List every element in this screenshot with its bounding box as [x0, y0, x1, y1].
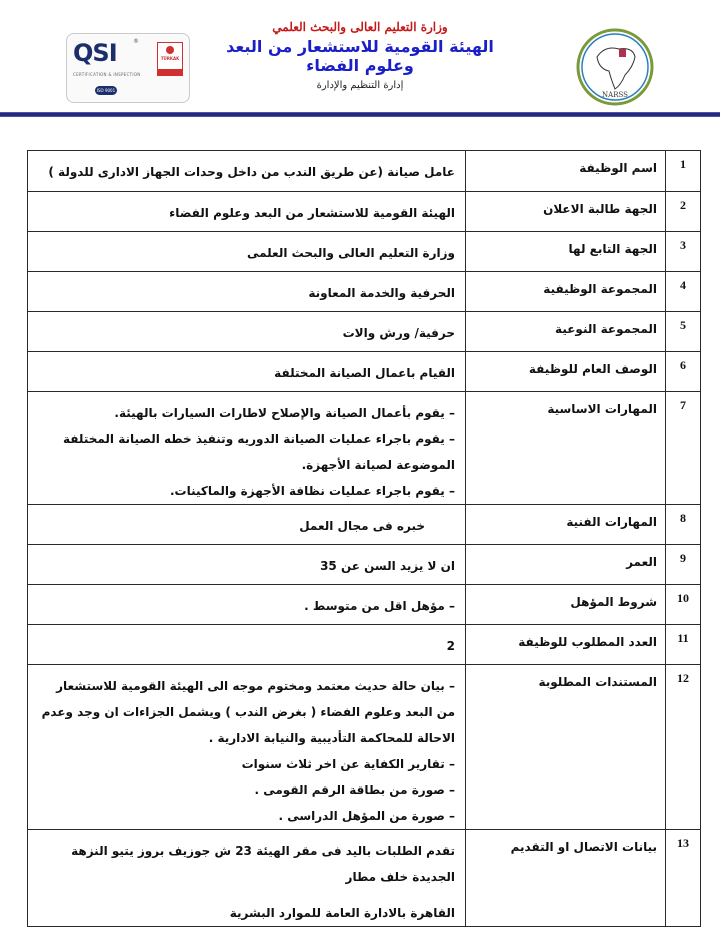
department-title: إدارة التنظيم والإدارة [316, 80, 404, 91]
row-number: 1 [666, 151, 701, 192]
field-label: شروط المؤهل [466, 585, 666, 625]
field-label: الجهة طالبة الاعلان [466, 192, 666, 232]
field-value [28, 232, 466, 272]
turkak-seal-circle [166, 46, 174, 54]
field-label: المهارات الفنية [466, 505, 666, 545]
field-label: العمر [466, 545, 666, 585]
registered-mark-icon: ® [133, 38, 139, 45]
table-row [28, 192, 701, 232]
value-line: الحرفية والخدمة المعاونة [308, 286, 455, 300]
bullet-item [36, 751, 455, 777]
value-line: وزارة التعليم العالى والبحث العلمى [246, 246, 455, 260]
row-number: 2 [666, 192, 701, 232]
value-line: تقدم الطلبات باليد فى مقر الهيئة 23 ش جوزيف بروز يتيو النزهة الجديدة خلف مطار [71, 844, 455, 884]
bullet-item [36, 593, 455, 619]
row-number: 6 [666, 352, 701, 392]
ministry-title: وزارة التعليم العالى والبحث العلمي [272, 20, 448, 34]
row-number: 9 [666, 545, 701, 585]
turkak-seal-icon [157, 42, 183, 76]
bullet-text: بيان حالة حديث معتمد ومختوم موجه الى الهيئة القومية للاستشعار من البعد وعلوم الفضاء ( بغرض الندب ) ويشمل الجزاءات ان وجد وعدم الاحالة للمحاكمة التأديبية والنيابة الادارية . [41, 679, 455, 745]
document-header [0, 0, 720, 120]
table-row [28, 665, 701, 830]
table-row [28, 830, 701, 927]
table-row [28, 545, 701, 585]
table-row [28, 505, 701, 545]
qsi-certification-logo [66, 33, 190, 103]
row-number: 13 [666, 830, 701, 927]
field-label: المستندات المطلوبة [466, 665, 666, 830]
value-line: القاهرة بالادارة العامة للموارد البشرية [229, 906, 455, 920]
bullet-item [36, 478, 455, 504]
bullet-text: صورة من بطاقة الرقم القومى . [254, 783, 445, 797]
bullet-item [36, 400, 455, 426]
table-row [28, 272, 701, 312]
header-divider [0, 112, 720, 117]
bullet-text: يقوم باجراء عمليات نظافة الأجهزة والماكينات. [169, 484, 445, 498]
field-label: الوصف العام للوظيفة [466, 352, 666, 392]
value-line: 2 [446, 639, 455, 653]
field-value [28, 151, 466, 192]
field-value [28, 272, 466, 312]
bullet-text: صورة من المؤهل الدراسى . [278, 809, 445, 823]
field-value [28, 625, 466, 665]
field-value [28, 830, 466, 927]
field-value [28, 665, 466, 830]
turkak-seal-text: TÜRKAK [160, 56, 180, 61]
bullet-item [36, 426, 455, 478]
field-value [28, 352, 466, 392]
field-value [28, 192, 466, 232]
job-details-table [27, 150, 701, 927]
table-row [28, 392, 701, 505]
value-line: عامل صيانة (عن طريق الندب من داخل وحدات الجهاز الادارى للدولة ) [48, 165, 455, 179]
bullet-item [36, 803, 455, 829]
field-value [28, 545, 466, 585]
value-line: حرفية/ ورش والات [342, 326, 455, 340]
table-row [28, 151, 701, 192]
table-row [28, 625, 701, 665]
table-row [28, 232, 701, 272]
narss-logo [575, 27, 655, 107]
turkak-seal-bar [158, 69, 182, 75]
bullet-text: يقوم بأعمال الصيانة والإصلاح لاطارات السيارات بالهيئة. [114, 406, 445, 420]
value-line: الهيئة القومية للاستشعار من البعد وعلوم الفضاء [169, 206, 455, 220]
row-number: 3 [666, 232, 701, 272]
job-details-table-body [28, 151, 701, 927]
bullet-item [36, 777, 455, 803]
bullet-item [36, 673, 455, 751]
table-row [28, 585, 701, 625]
row-number: 11 [666, 625, 701, 665]
authority-title-line2: وعلوم الفضاء [306, 56, 414, 75]
field-label: المجموعة النوعية [466, 312, 666, 352]
row-number: 8 [666, 505, 701, 545]
bullet-text: يقوم باجراء عمليات الصيانة الدوريه وتنفيذ خطه الصيانة المختلفة الموضوعة لصيانة الأجهزة. [63, 432, 455, 472]
authority-title-line1: الهيئة القومية للاستشعار من البعد [226, 37, 494, 56]
field-label: العدد المطلوب للوظيفة [466, 625, 666, 665]
field-label: المهارات الاساسية [466, 392, 666, 505]
row-number: 10 [666, 585, 701, 625]
value-line: القيام باعمال الصيانة المختلفة [274, 366, 455, 380]
field-label: اسم الوظيفة [466, 151, 666, 192]
row-number: 12 [666, 665, 701, 830]
bullet-text: مؤهل اقل من متوسط . [304, 599, 445, 613]
row-number: 5 [666, 312, 701, 352]
field-label: بيانات الاتصال او التقديم [466, 830, 666, 927]
row-number: 4 [666, 272, 701, 312]
field-value [28, 505, 466, 545]
header-titles [200, 20, 520, 92]
field-value [28, 312, 466, 352]
qsi-logo-text: QSI [73, 39, 117, 67]
field-value [28, 585, 466, 625]
table-row [28, 352, 701, 392]
narss-logo-text: NARSS [602, 91, 628, 99]
field-label: الجهة التابع لها [466, 232, 666, 272]
qsi-caption: CERTIFICATION & INSPECTION [73, 72, 141, 77]
field-label: المجموعة الوظيفية [466, 272, 666, 312]
row-number: 7 [666, 392, 701, 505]
table-row [28, 312, 701, 352]
bullet-text: تقارير الكفاية عن اخر ثلاث سنوات [241, 757, 445, 771]
iso-badge: ISO 9001 [96, 88, 116, 93]
value-line: خبره فى مجال العمل [299, 519, 425, 533]
field-value [28, 392, 466, 505]
value-line: ان لا يزيد السن عن 35 [320, 559, 455, 573]
